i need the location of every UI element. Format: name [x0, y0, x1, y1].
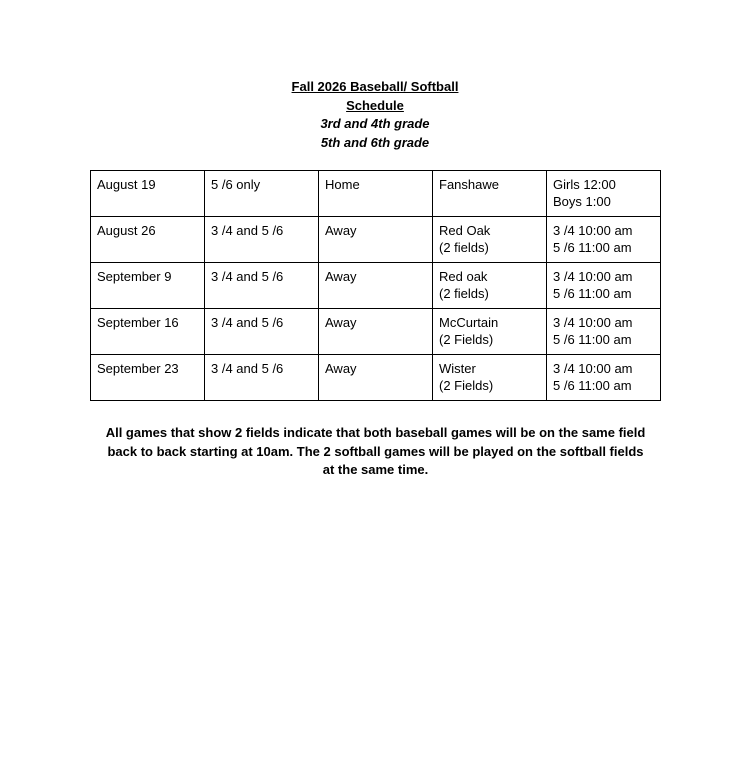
time-cell [547, 309, 661, 355]
opponent-cell [433, 309, 547, 355]
time-cell [547, 355, 661, 401]
date-cell: August 19 [91, 171, 205, 217]
opponent-note: (2 Fields) [439, 331, 494, 347]
location-cell: Home [319, 171, 433, 217]
grades-cell: 3 /4 and 5 /6 [205, 217, 319, 263]
fields-note [90, 424, 661, 480]
opponent-name: Red Oak [439, 223, 491, 238]
time-cell [547, 171, 661, 217]
time-line: 3 /4 10:00 am [553, 223, 633, 238]
time-line: Boys 1:00 [553, 193, 611, 209]
opponent-cell [433, 217, 547, 263]
time-line: 5 /6 11:00 am [553, 331, 632, 347]
opponent-cell [433, 171, 547, 217]
time-line: 3 /4 10:00 am [553, 269, 633, 284]
table-row [91, 217, 661, 263]
opponent-name: Red oak [439, 269, 488, 284]
date-cell: September 23 [91, 355, 205, 401]
document-title: Fall 2026 Baseball/ Softball [291, 79, 459, 94]
opponent-cell [433, 263, 547, 309]
opponent-note: (2 fields) [439, 285, 489, 301]
opponent-name: Wister [439, 361, 476, 376]
opponent-note: (2 Fields) [439, 377, 494, 393]
grades-cell: 3 /4 and 5 /6 [205, 263, 319, 309]
date-cell: September 16 [91, 309, 205, 355]
date-cell: September 9 [91, 263, 205, 309]
fields-note-line: at the same time. [322, 462, 429, 477]
table-row [91, 355, 661, 401]
grades-cell: 3 /4 and 5 /6 [205, 309, 319, 355]
location-cell: Away [319, 355, 433, 401]
time-line: 5 /6 11:00 am [553, 285, 632, 301]
schedule-table [90, 170, 661, 401]
time-line: 5 /6 11:00 am [553, 377, 632, 393]
fields-note-line: All games that show 2 fields indicate that both baseball games will be on the same field [105, 425, 646, 440]
time-cell [547, 263, 661, 309]
table-row [91, 309, 661, 355]
time-line: 3 /4 10:00 am [553, 315, 633, 330]
time-line: 3 /4 10:00 am [553, 361, 633, 376]
location-cell: Away [319, 217, 433, 263]
opponent-name: McCurtain [439, 315, 499, 330]
location-cell: Away [319, 263, 433, 309]
opponent-cell [433, 355, 547, 401]
time-line: Girls 12:00 [553, 177, 616, 192]
location-cell: Away [319, 309, 433, 355]
opponent-note: (2 fields) [439, 239, 489, 255]
time-line: 5 /6 11:00 am [553, 239, 632, 255]
table-row [91, 171, 661, 217]
grades-cell: 3 /4 and 5 /6 [205, 355, 319, 401]
time-cell [547, 217, 661, 263]
table-row [91, 263, 661, 309]
grades-cell: 5 /6 only [205, 171, 319, 217]
document-header [0, 78, 750, 152]
document-title-continued: Schedule [346, 97, 404, 113]
grade-group-3-4: 3rd and 4th grade [320, 116, 430, 131]
grade-group-5-6: 5th and 6th grade [320, 134, 430, 150]
date-cell: August 26 [91, 217, 205, 263]
fields-note-line: back to back starting at 10am. The 2 softball games will be played on the softball fields [107, 443, 644, 459]
opponent-name: Fanshawe [439, 177, 499, 192]
